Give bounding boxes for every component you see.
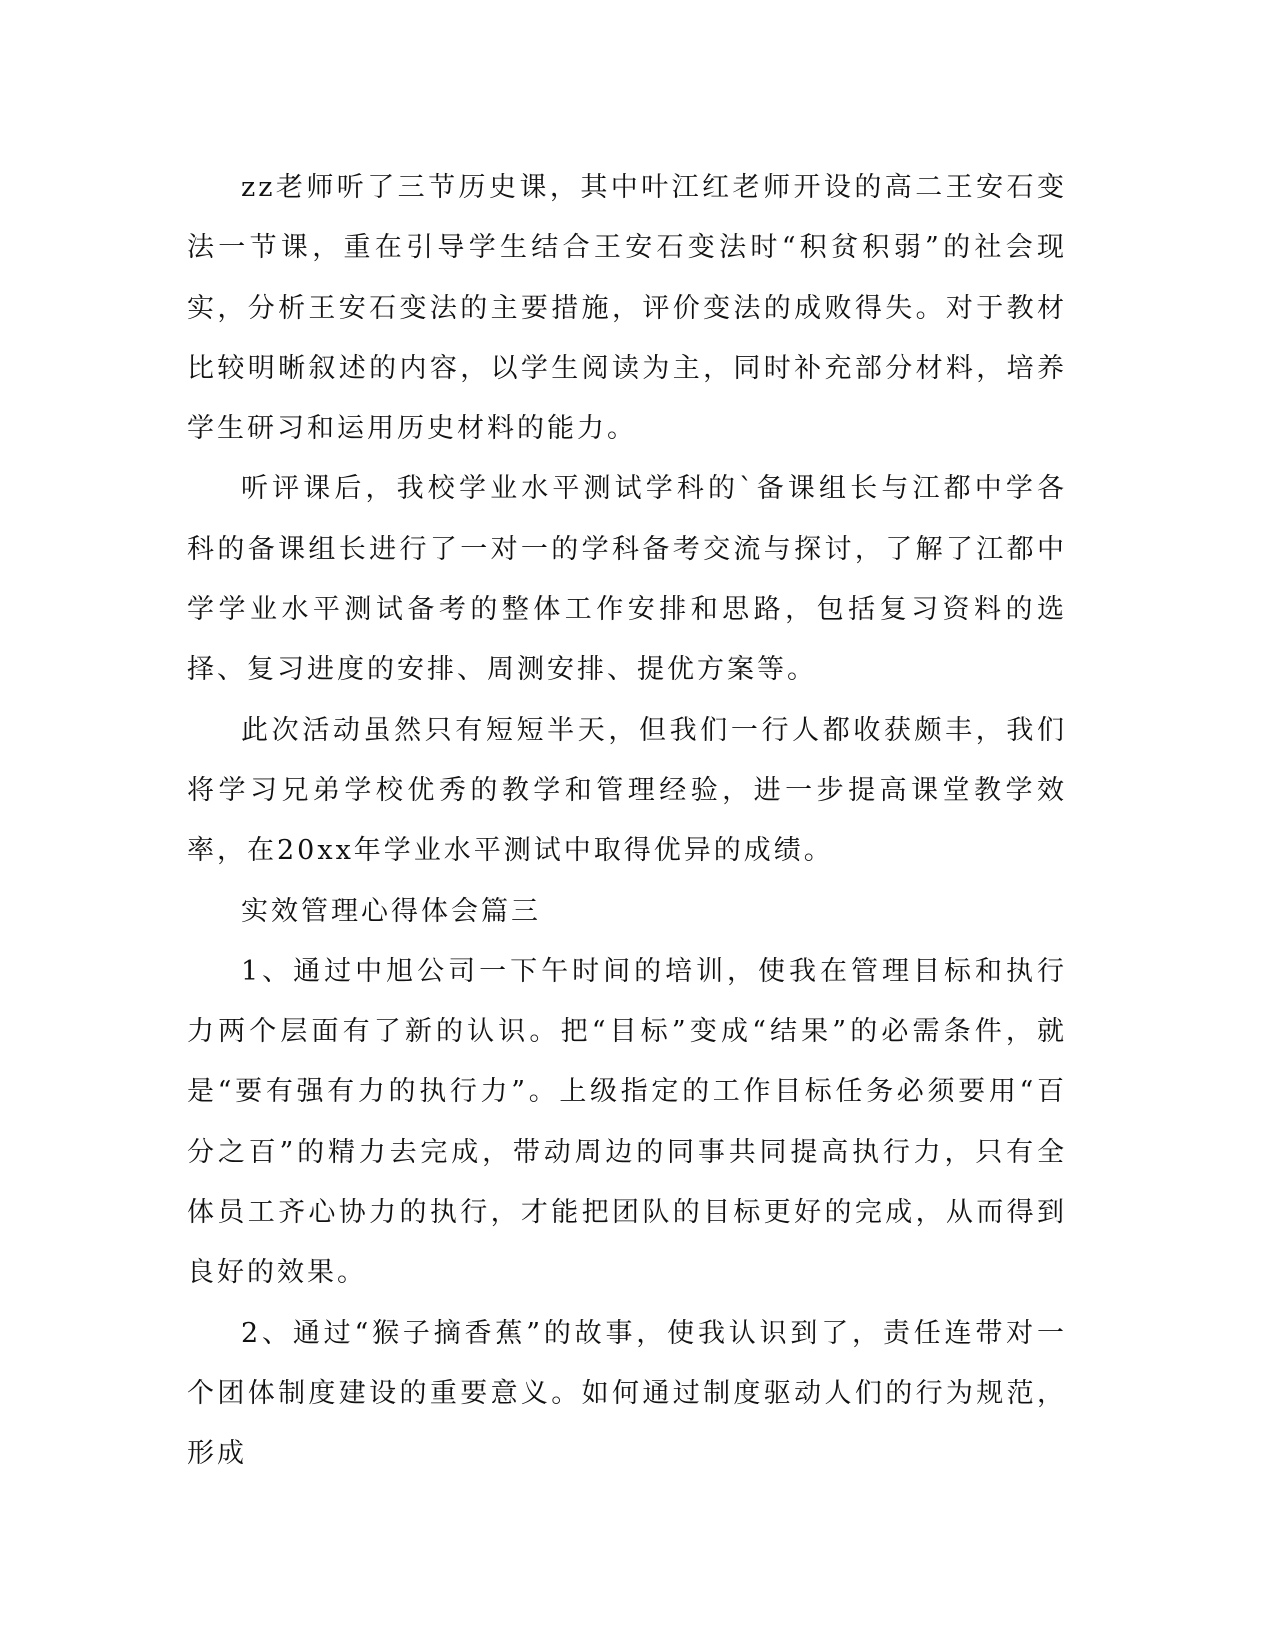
paragraph-point-2: 2、通过“猴子摘香蕉”的故事，使我认识到了，责任连带对一个团体制度建设的重要意义。如何通过制度驱动人们的行为规范，形成	[187, 1317, 1067, 1470]
paragraph-exam-exchange: 听评课后，我校学业水平测试学科的`备课组长与江都中学各科的备课组长进行了一对一的学科备考交流与探讨，了解了江都中学学业水平测试备考的整体工作安排和思路，包括复习资料的选择、复习进度的安排、周测安排、提优方案等。	[187, 473, 1067, 686]
paragraph-activity-summary: 此次活动虽然只有短短半天，但我们一行人都收获颇丰，我们将学习兄弟学校优秀的教学和管理经验，进一步提高课堂教学效率，在20xx年学业水平测试中取得优异的成绩。	[187, 714, 1067, 867]
paragraph-history-lesson: zz老师听了三节历史课，其中叶江红老师开设的高二王安石变法一节课，重在引导学生结合王安石变法时“积贫积弱”的社会现实，分析王安石变法的主要措施，评价变法的成败得失。对于教材比较明晰叙述的内容，以学生阅读为主，同时补充部分材料，培养学生研习和运用历史材料的能力。	[187, 172, 1067, 445]
document-body	[187, 158, 1067, 1485]
paragraph-point-1: 1、通过中旭公司一下午时间的培训，使我在管理目标和执行力两个层面有了新的认识。把“目标”变成“结果”的必需条件，就是“要有强有力的执行力”。上级指定的工作目标任务必须要用“百分之百”的精力去完成，带动周边的同事共同提高执行力，只有全体员工齐心协力的执行，才能把团队的目标更好的完成，从而得到良好的效果。	[187, 955, 1067, 1289]
section-heading: 实效管理心得体会篇三	[241, 895, 541, 927]
